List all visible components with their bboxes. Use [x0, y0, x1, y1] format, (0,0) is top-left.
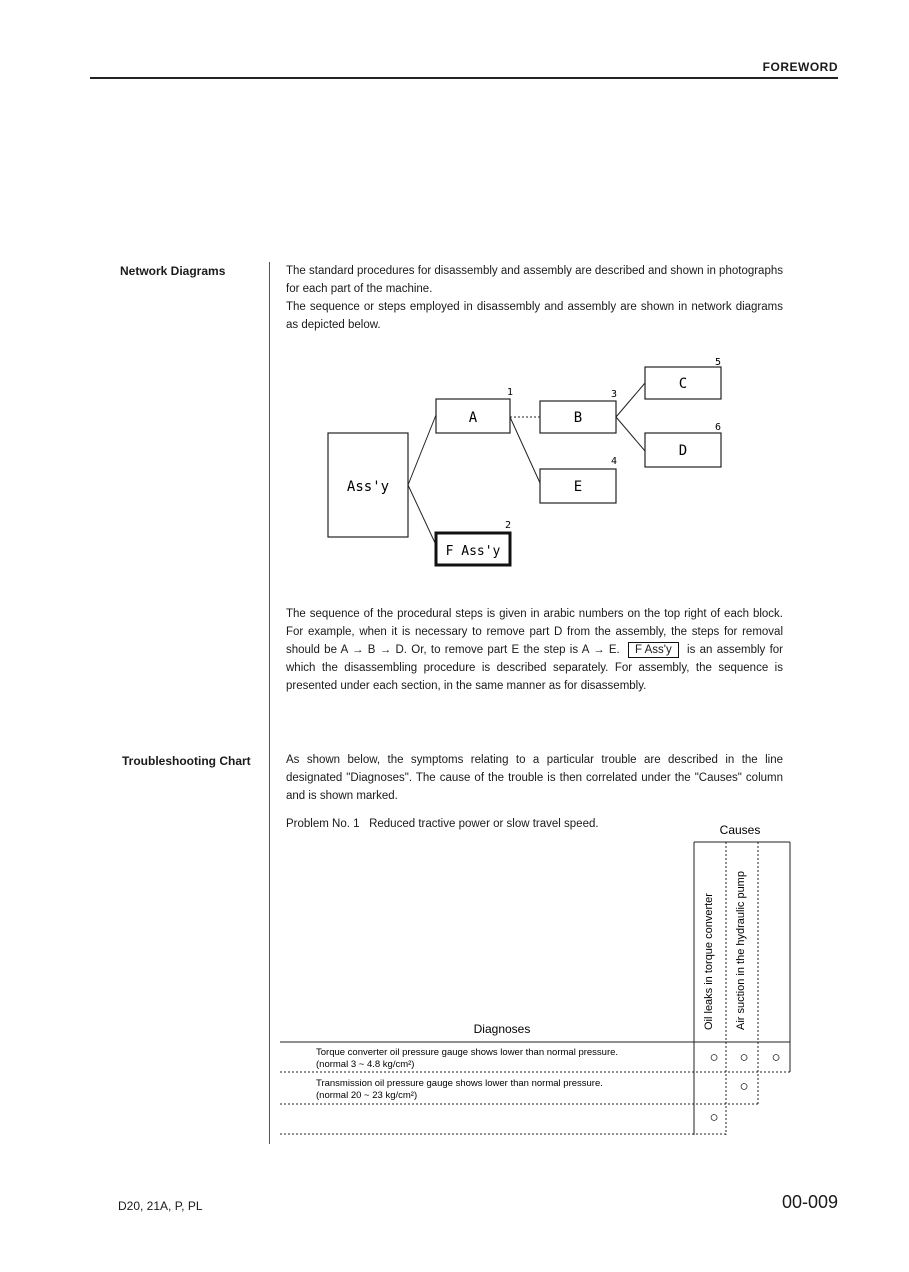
- mark-r2-c2: ○: [739, 1078, 749, 1095]
- mark-r1-c1: ○: [709, 1049, 719, 1066]
- row-1-line1: Torque converter oil pressure gauge shows lower than normal pressure.: [316, 1047, 619, 1058]
- block-c-step: 5: [714, 357, 722, 368]
- block-d-step: 6: [714, 422, 722, 433]
- network-diagram: [320, 355, 740, 575]
- section-label-troubleshooting: Troubleshooting Chart: [122, 754, 251, 768]
- cause-2-label: Air suction in the hydraulic pump: [735, 871, 747, 1030]
- footer-model: D20, 21A, P, PL: [118, 1199, 203, 1213]
- network-intro: [286, 262, 783, 334]
- header-rule: [90, 77, 838, 79]
- network-intro-p1: The standard procedures for disassembly and assembly are described and shown in photographs for each part of the machine.: [286, 265, 783, 295]
- causes-header: Causes: [719, 823, 761, 837]
- cause-1-label: Oil leaks in torque converter: [703, 893, 715, 1030]
- section-label-network: Network Diagrams: [120, 264, 226, 278]
- network-explanation: [286, 605, 783, 695]
- network-explain-b: is an assembly for which the disassembling procedure is described separately. For assembly, the sequence is presented under each section, in the same manner as for disassembly.: [286, 644, 783, 692]
- mark-r3-c1: ○: [709, 1109, 719, 1126]
- diagnoses-header: Diagnoses: [473, 1022, 531, 1036]
- block-e-label: E: [573, 479, 583, 495]
- block-d-label: D: [678, 443, 688, 459]
- network-explain-a: The sequence of the procedural steps is given in arabic numbers on the top right of each block. For example, when it is necessary to remove part D from the assembly, the steps for removal should be A → B → D. Or, to remove part E the step is A → E.: [286, 608, 783, 656]
- block-f-assy-label: F Ass'y: [445, 544, 501, 559]
- row-2-line1: Transmission oil pressure gauge shows lower than normal pressure.: [316, 1078, 603, 1089]
- block-a-step: 1: [506, 387, 514, 398]
- row-2-line2: (normal 20 ~ 23 kg/cm²): [316, 1090, 418, 1101]
- footer-page-number: 00-009: [781, 1192, 838, 1212]
- troubleshooting-chart: [270, 820, 800, 1150]
- block-f-assy-step: 2: [504, 520, 512, 531]
- mark-r1-c2: ○: [739, 1049, 749, 1066]
- block-a-label: A: [468, 410, 478, 426]
- row-1-line2: (normal 3 ~ 4.8 kg/cm²): [316, 1059, 415, 1070]
- troubleshooting-intro: [286, 751, 783, 805]
- block-b-label: B: [573, 410, 583, 426]
- network-intro-p2: The sequence or steps employed in disassembly and assembly are shown in network diagrams as depicted below.: [286, 301, 783, 331]
- troubleshooting-intro-text: As shown below, the symptoms relating to a particular trouble are described in the line designated "Diagnoses". The cause of the trouble is then correlated under the "Causes" column and is shown marked.: [286, 754, 783, 802]
- problem-statement: Problem No. 1 Reduced tractive power or slow travel speed.: [286, 818, 599, 830]
- mark-r1-c3: ○: [771, 1049, 781, 1066]
- page-header-title: FOREWORD: [762, 60, 838, 74]
- inline-f-assy-box: F Ass'y: [628, 642, 679, 658]
- block-root-label: Ass'y: [346, 479, 390, 495]
- block-e-step: 4: [610, 456, 618, 467]
- block-b-step: 3: [610, 389, 618, 400]
- block-c-label: C: [678, 376, 688, 392]
